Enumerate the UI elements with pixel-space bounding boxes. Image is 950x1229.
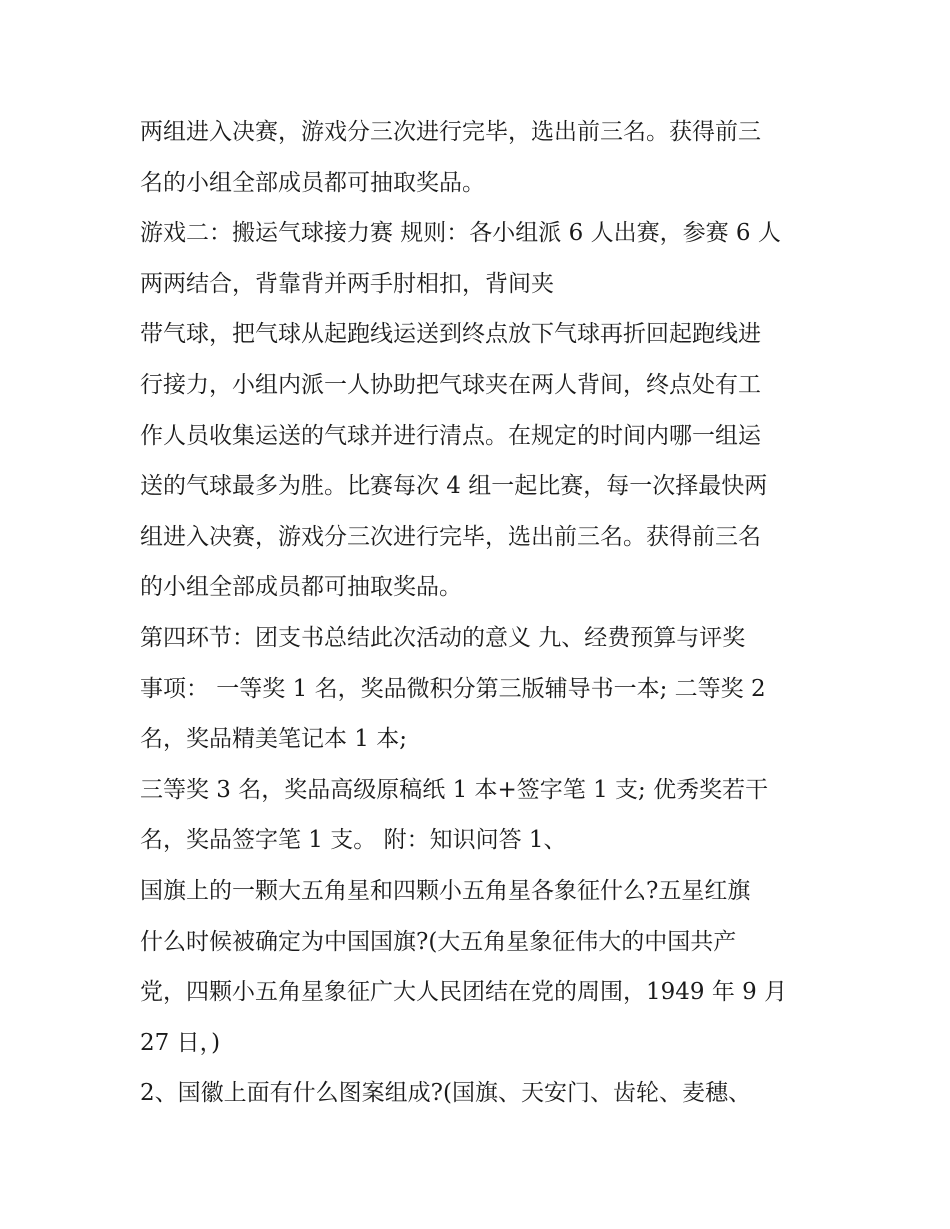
- text-line: 什么时候被确定为中国国旗?(大五角星象征伟大的中国共产: [140, 928, 737, 955]
- text-line: 作人员收集运送的气球并进行清点。在规定的时间内哪一组运: [140, 422, 761, 449]
- text-line: 组进入决赛，游戏分三次进行完毕，选出前三名。获得前三名: [140, 523, 761, 550]
- text-line: 游戏二：搬运气球接力赛 规则：各小组派 6 人出赛，参赛 6 人: [140, 220, 781, 247]
- text-line: 的小组全部成员都可抽取奖品。: [140, 574, 462, 601]
- text-line: 送的气球最多为胜。比赛每次 4 组一起比赛，每一次择最快两: [140, 473, 768, 500]
- text-line: 名的小组全部成员都可抽取奖品。: [140, 169, 485, 196]
- text-line: 名，奖品签字笔 1 支。 附：知识问答 1、: [140, 827, 567, 854]
- text-line: 27 日，): [140, 1029, 221, 1056]
- text-line: 两组进入决赛，游戏分三次进行完毕，选出前三名。获得前三: [140, 119, 761, 145]
- text-line: 党，四颗小五角星象征广大人民团结在党的周围，1949 年 9 月: [140, 979, 788, 1006]
- text-line: 事项： 一等奖 1 名，奖品微积分第三版辅导书一本; 二等奖 2: [140, 675, 766, 702]
- text-line: 2、国徽上面有什么图案组成?(国旗、天安门、齿轮、麦穗、: [140, 1080, 751, 1107]
- text-line: 第四环节：团支书总结此次活动的意义 九、经费预算与评奖: [140, 624, 746, 651]
- text-line: 三等奖 3 名，奖品高级原稿纸 1 本+签字笔 1 支; 优秀奖若干: [140, 776, 769, 803]
- text-line: 国旗上的一颗大五角星和四颗小五角星各象征什么?五星红旗: [140, 877, 751, 904]
- text-line: 带气球，把气球从起跑线运送到终点放下气球再折回起跑线进: [140, 321, 761, 348]
- text-line: 两两结合，背靠背并两手肘相扣，背间夹: [140, 270, 554, 297]
- document-body: [140, 107, 830, 1119]
- text-line: 行接力，小组内派一人协助把气球夹在两人背间，终点处有工: [140, 371, 761, 398]
- text-line: 名，奖品精美笔记本 1 本;: [140, 726, 408, 753]
